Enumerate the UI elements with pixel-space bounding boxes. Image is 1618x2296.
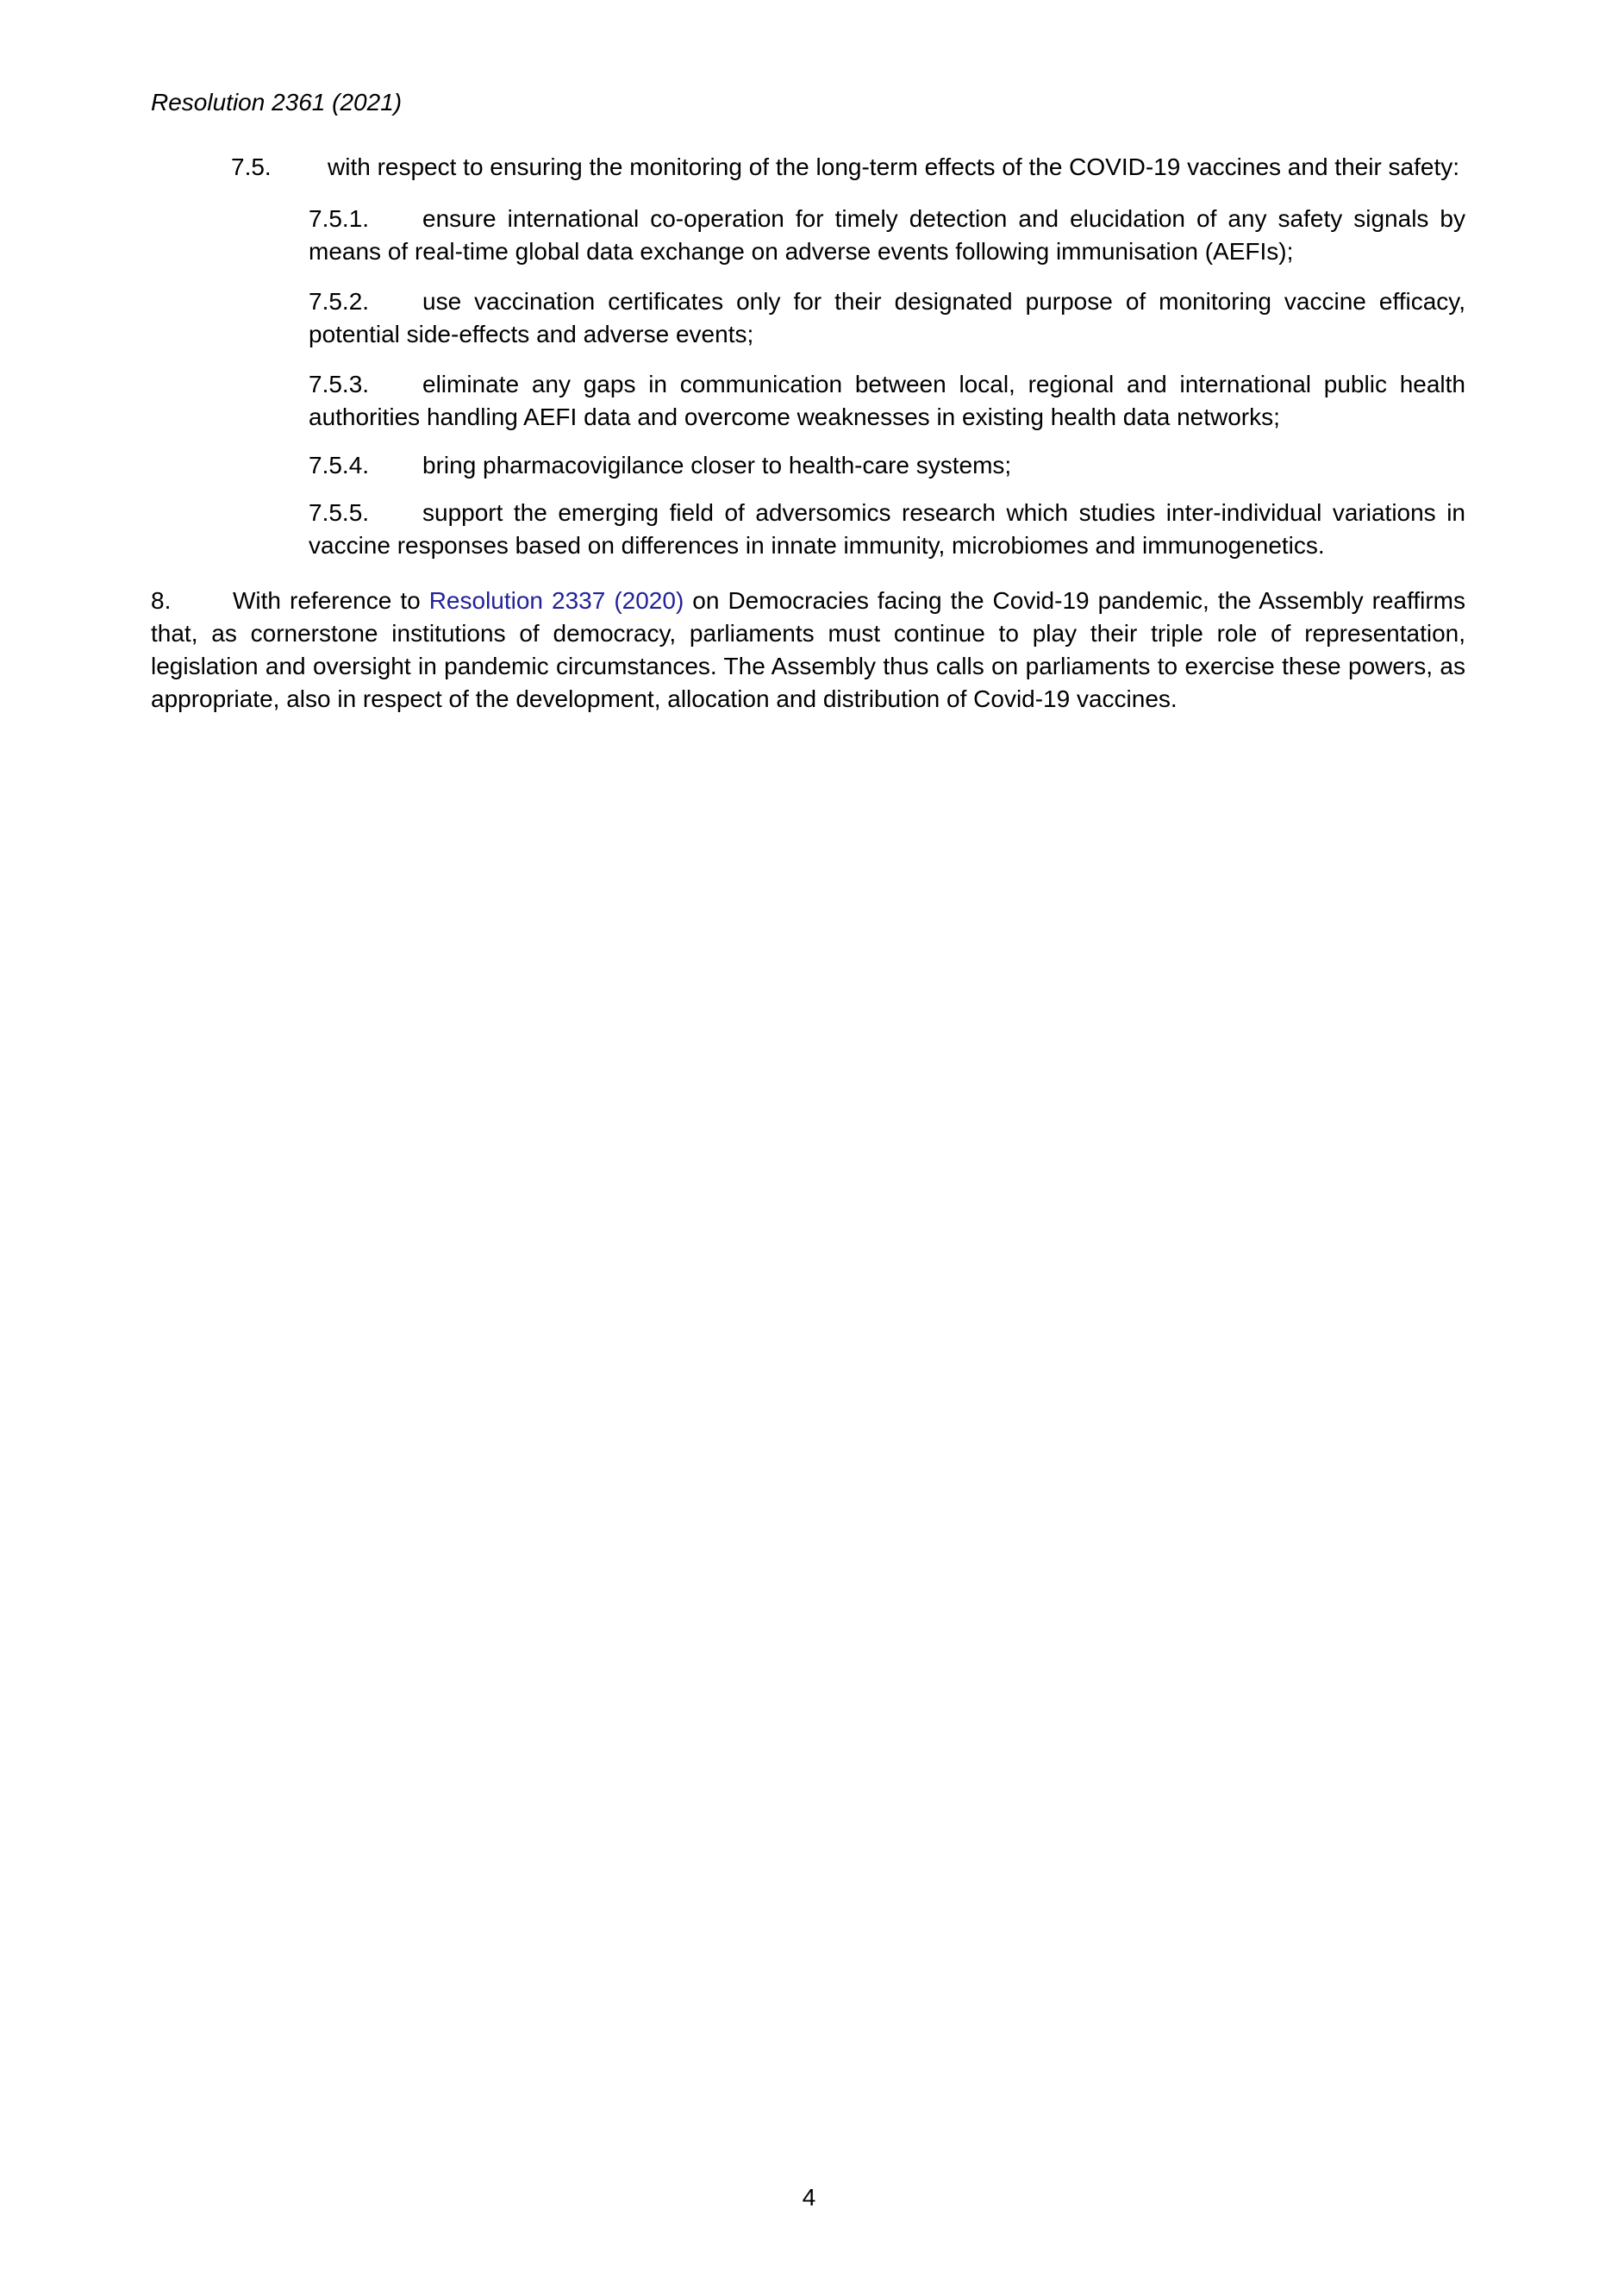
paragraph-text: bring pharmacovigilance closer to health-care systems;: [422, 452, 1012, 479]
paragraph-7-5-4: [309, 449, 1465, 482]
paragraph-text: ensure international co-operation for timely detection and elucidation of any safety signals by means of real-time global data exchange on adverse events following immunisation (AEFIs);: [309, 205, 1465, 265]
paragraph-7-5-2: [309, 285, 1465, 351]
paragraph-text: with respect to ensuring the monitoring of the long-term effects of the COVID-19 vaccines and their safety:: [328, 153, 1460, 180]
paragraph-7-5-1: [309, 203, 1465, 268]
resolution-2337-link[interactable]: Resolution 2337 (2020): [428, 587, 684, 614]
paragraph-7-5-3: [309, 368, 1465, 434]
paragraph-text: support the emerging field of adversomics research which studies inter-individual variations in vaccine responses based on differences in innate immunity, microbiomes and immunogenetics.: [309, 499, 1465, 559]
paragraph-number: 7.5.3.: [309, 371, 370, 397]
paragraph-number: 7.5.4.: [309, 452, 370, 479]
paragraph-number: 8.: [151, 587, 172, 614]
paragraph-text: use vaccination certificates only for their designated purpose of monitoring vaccine efficacy, potential side-effects and adverse events;: [309, 288, 1465, 347]
page-content: [151, 86, 1465, 716]
paragraph-text: eliminate any gaps in communication between local, regional and international public health authorities handling AEFI data and overcome weaknesses in existing health data networks;: [309, 371, 1465, 430]
paragraph-7-5: [231, 151, 1465, 184]
paragraph-text-before-link: With reference to: [233, 587, 429, 614]
paragraph-7-5-5: [309, 497, 1465, 562]
paragraph-number: 7.5.2.: [309, 288, 370, 315]
paragraph-8: [151, 585, 1465, 716]
paragraph-number: 7.5.5.: [309, 499, 370, 526]
paragraph-text-after-link: on Democracies facing the Covid-19 pandemic, the Assembly reaffirms that, as cornerstone institutions of democracy, parliaments must continue to play their triple role of representation, legislation and oversight in pandemic circumstances. The Assembly thus calls on parliaments to exercise these powers, as appropriate, also in respect of the development, allocation and distribution of Covid-19 vaccines.: [151, 587, 1465, 712]
page-number: 4: [802, 2184, 816, 2211]
paragraph-number: 7.5.1.: [309, 205, 370, 232]
paragraph-number: 7.5.: [231, 153, 272, 180]
document-header: Resolution 2361 (2021): [151, 89, 403, 116]
